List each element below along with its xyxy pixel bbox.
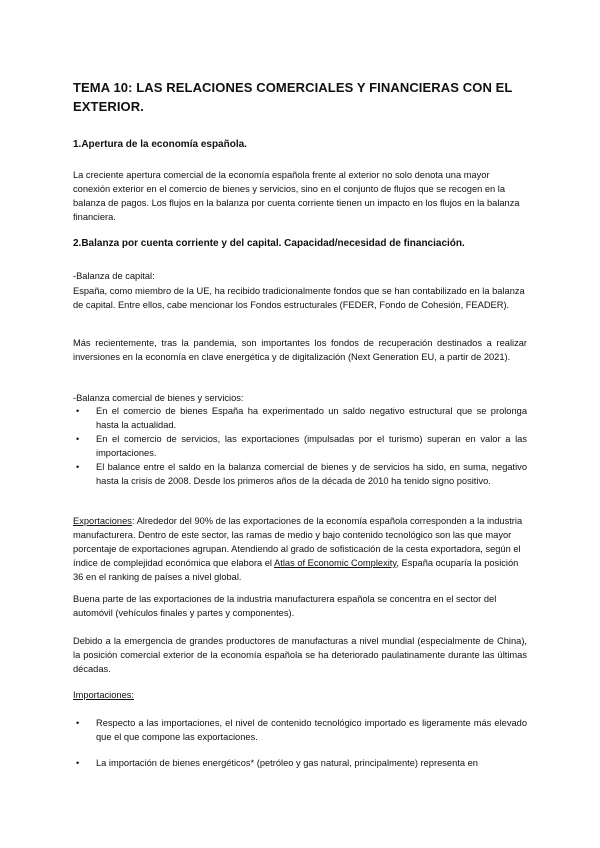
bullet-icon: •	[76, 758, 80, 768]
list-item: • En el comercio de bienes España ha experimentado un saldo negativo estructural que se prolonga hasta la actualidad.	[76, 406, 527, 430]
imports-list	[73, 716, 527, 744]
list-item: • Respecto a las importaciones, el nivel de contenido tecnológico importado es ligeramente más elevado que el que compone las exportaciones.	[76, 718, 527, 742]
commercial-balance-heading: -Balanza comercial de bienes y servicios:	[73, 393, 244, 403]
imports-label: Importaciones:	[73, 690, 134, 700]
commercial-balance-list	[73, 404, 527, 488]
bullet-icon: •	[76, 462, 80, 472]
bullet-icon: •	[76, 406, 80, 416]
exports-paragraph: Exportaciones: Alrededor del 90% de las exportaciones de la economía española corresponden a la industria manufacturera. Dentro de este sector, las ramas de medio y bajo contenido tecnológico son las que mayor porcentaje de exportaciones agrupan. Atendiendo al grado de sofisticación de la cesta exportadora, según el índice de complejidad económica que elabora el Atlas of Economic Complexity, España ocuparía la posición 36 en el ranking de países a nivel global.	[73, 516, 523, 582]
section-2-heading: 2.Balanza por cuenta corriente y del capital. Capacidad/necesidad de financiación.	[73, 238, 465, 249]
capital-balance-heading: -Balanza de capital:	[73, 271, 155, 281]
list-item: • La importación de bienes energéticos* (petróleo y gas natural, principalmente) representa en	[76, 758, 478, 768]
atlas-link[interactable]: Atlas of Economic Complexity	[274, 558, 397, 568]
section-1-heading: 1.Apertura de la economía española.	[73, 139, 247, 150]
exports-paragraph-2: Buena parte de las exportaciones de la industria manufacturera española se concentra en el sector del automóvil (vehículos finales y partes y componentes).	[73, 594, 497, 618]
exports-paragraph-3: Debido a la emergencia de grandes productores de manufacturas a nivel mundial (especialmente de China), la posición comercial exterior de la economía española se ha deteriorado paulatinamente durante las últimas décadas.	[73, 636, 527, 674]
document-title: TEMA 10: LAS RELACIONES COMERCIALES Y FINANCIERAS CON EL EXTERIOR.	[73, 80, 513, 114]
capital-balance-paragraph-1: España, como miembro de la UE, ha recibido tradicionalmente fondos que se han contabilizado en la balanza de capital. Entre ellos, cabe mencionar los Fondos estructurales (FEDER, Fondo de Cohesión, FEADER).	[73, 286, 525, 310]
bullet-icon: •	[76, 434, 80, 444]
list-item: • En el comercio de servicios, las exportaciones (impulsadas por el turismo) superan en valor a las importaciones.	[76, 434, 527, 458]
capital-balance-paragraph-2: Más recientemente, tras la pandemia, son importantes los fondos de recuperación destinados a realizar inversiones en la economía en clave energética y de digitalización (Next Generation EU, a partir de 2021).	[73, 338, 527, 362]
list-item: • El balance entre el saldo en la balanza comercial de bienes y de servicios ha sido, en suma, negativo hasta la crisis de 2008. Desde los primeros años de la década de 2010 ha tenido signo positivo.	[76, 462, 527, 486]
exports-label: Exportaciones	[73, 516, 132, 526]
imports-list-continued	[73, 756, 527, 770]
section-1-paragraph: La creciente apertura comercial de la economía española frente al exterior no solo denota una mayor conexión exterior en el comercio de bienes y servicios, sino en el conjunto de flujos que se recogen en la balanza de pagos. Los flujos en la balanza por cuenta corriente tienen un impacto en los flujos en la balanza financiera.	[73, 170, 520, 222]
bullet-icon: •	[76, 718, 80, 728]
